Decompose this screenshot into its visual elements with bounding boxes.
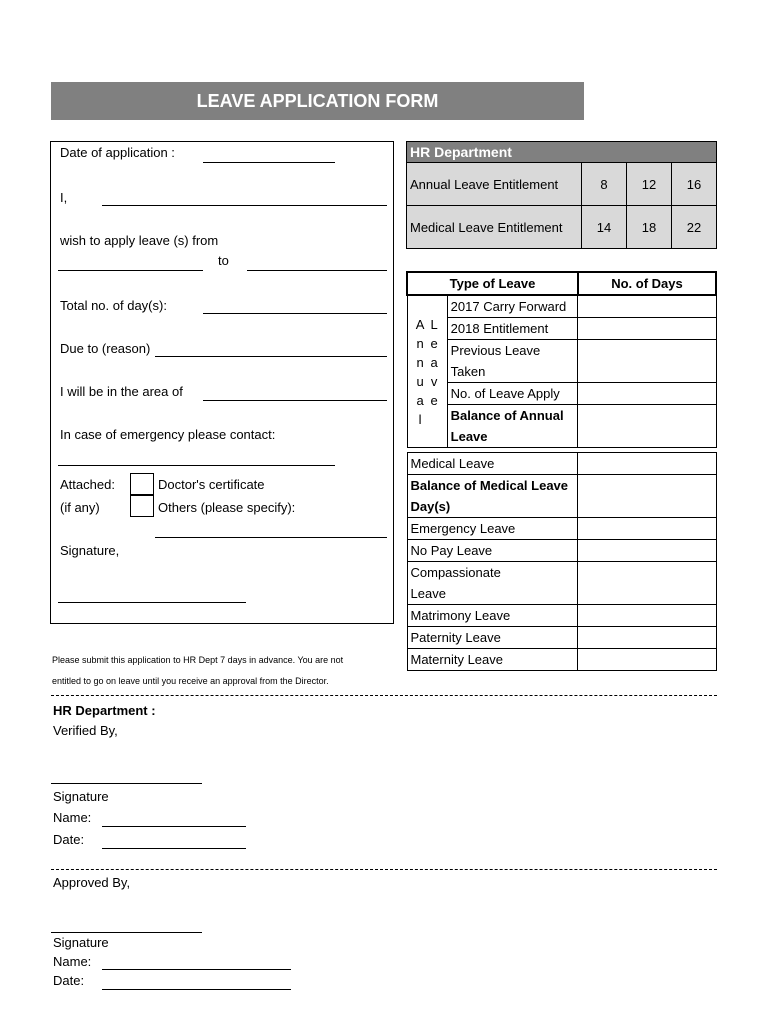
approver-name-field[interactable] — [102, 969, 291, 970]
leave-type-label: Paternity Leave — [407, 627, 578, 649]
notice-line-1: Please submit this application to HR Dept 7 days in advance. You are not — [52, 655, 344, 665]
total-days-label: Total no. of day(s): — [60, 298, 167, 313]
area-label: I will be in the area of — [60, 384, 183, 399]
reason-field[interactable] — [155, 356, 387, 357]
days-cell[interactable] — [578, 649, 716, 671]
leave-type-label: Balance of Medical Leave Day(s) — [407, 475, 578, 518]
reason-label: Due to (reason) — [60, 341, 151, 356]
entitlement-header: HR Department — [407, 142, 717, 163]
name-field[interactable] — [102, 205, 387, 206]
annual-leave-vertical-label — [407, 295, 447, 448]
leave-type-label: Medical Leave — [407, 453, 578, 475]
date-label: Date of application : — [60, 145, 175, 160]
signature-label: Signature, — [60, 543, 120, 558]
entitlement-value: 18 — [627, 206, 672, 249]
approver-name-label: Name: — [53, 954, 92, 969]
leave-type-label: No. of Leave Apply — [447, 383, 578, 405]
approver-date-field[interactable] — [102, 989, 291, 990]
days-cell[interactable] — [578, 627, 716, 649]
to-label: to — [218, 253, 229, 268]
annual-letters: A n n u a l — [415, 316, 425, 427]
leave-type-label: Compassionate Leave — [407, 562, 578, 605]
no-of-days-header: No. of Days — [578, 272, 716, 295]
entitlement-value: 22 — [672, 206, 717, 249]
leave-type-label: Emergency Leave — [407, 518, 578, 540]
leave-letters: L e a v e — [430, 316, 438, 408]
days-cell[interactable] — [578, 518, 716, 540]
days-cell[interactable] — [578, 605, 716, 627]
total-days-field[interactable] — [203, 313, 387, 314]
others-specify-field[interactable] — [155, 537, 387, 538]
hr-date-label: Date: — [53, 832, 85, 847]
entitlement-value: 8 — [582, 163, 627, 206]
entitlement-value: 16 — [672, 163, 717, 206]
days-cell[interactable] — [578, 383, 716, 405]
leave-type-label: Matrimony Leave — [407, 605, 578, 627]
days-cell[interactable] — [578, 540, 716, 562]
type-of-leave-header: Type of Leave — [407, 272, 578, 295]
days-cell[interactable] — [578, 318, 716, 340]
approver-date-label: Date: — [53, 973, 85, 988]
days-cell[interactable] — [578, 340, 716, 383]
name-label: I, — [60, 190, 68, 205]
approved-by-label: Approved By, — [53, 875, 131, 890]
leave-type-label: Maternity Leave — [407, 649, 578, 671]
days-cell[interactable] — [578, 405, 716, 448]
leave-types-table — [406, 271, 717, 671]
hr-signature-label: Signature — [53, 789, 109, 804]
date-field[interactable] — [203, 162, 335, 163]
applicant-signature-field[interactable] — [58, 602, 246, 603]
leave-type-label: Balance of Annual Leave — [447, 405, 578, 448]
verified-by-label: Verified By, — [53, 723, 118, 738]
notice-line-2: entitled to go on leave until you receive an approval from the Director. — [52, 676, 329, 686]
leave-type-label: 2018 Entitlement — [447, 318, 578, 340]
from-date-field[interactable] — [58, 270, 203, 271]
section-divider — [51, 869, 717, 870]
entitlement-value: 14 — [582, 206, 627, 249]
entitlement-value: 12 — [627, 163, 672, 206]
days-cell[interactable] — [578, 295, 716, 318]
doctor-certificate-checkbox[interactable] — [130, 473, 154, 495]
emergency-contact-field[interactable] — [58, 465, 335, 466]
doctor-certificate-label: Doctor's certificate — [158, 477, 265, 492]
section-divider — [51, 695, 717, 696]
to-date-field[interactable] — [247, 270, 387, 271]
emergency-label: In case of emergency please contact: — [60, 427, 276, 442]
others-label: Others (please specify): — [158, 500, 296, 515]
leave-type-label: No Pay Leave — [407, 540, 578, 562]
hr-date-field[interactable] — [102, 848, 246, 849]
approver-signature-label: Signature — [53, 935, 109, 950]
leave-type-label: Previous Leave Taken — [447, 340, 578, 383]
days-cell[interactable] — [578, 453, 716, 475]
others-checkbox[interactable] — [130, 495, 154, 517]
verified-signature-field[interactable] — [51, 783, 202, 784]
entitlement-table — [406, 141, 717, 249]
area-field[interactable] — [203, 400, 387, 401]
attached-label: Attached: — [60, 477, 115, 492]
annual-entitlement-label: Annual Leave Entitlement — [407, 163, 582, 206]
hr-name-label: Name: — [53, 810, 92, 825]
days-cell[interactable] — [578, 562, 716, 605]
if-any-label: (if any) — [60, 500, 100, 515]
approver-signature-field[interactable] — [51, 932, 202, 933]
medical-entitlement-label: Medical Leave Entitlement — [407, 206, 582, 249]
leave-type-label: 2017 Carry Forward — [447, 295, 578, 318]
form-title: LEAVE APPLICATION FORM — [51, 82, 584, 120]
hr-heading: HR Department : — [53, 703, 156, 718]
hr-name-field[interactable] — [102, 826, 246, 827]
days-cell[interactable] — [578, 475, 716, 518]
wish-label: wish to apply leave (s) from — [60, 233, 219, 248]
